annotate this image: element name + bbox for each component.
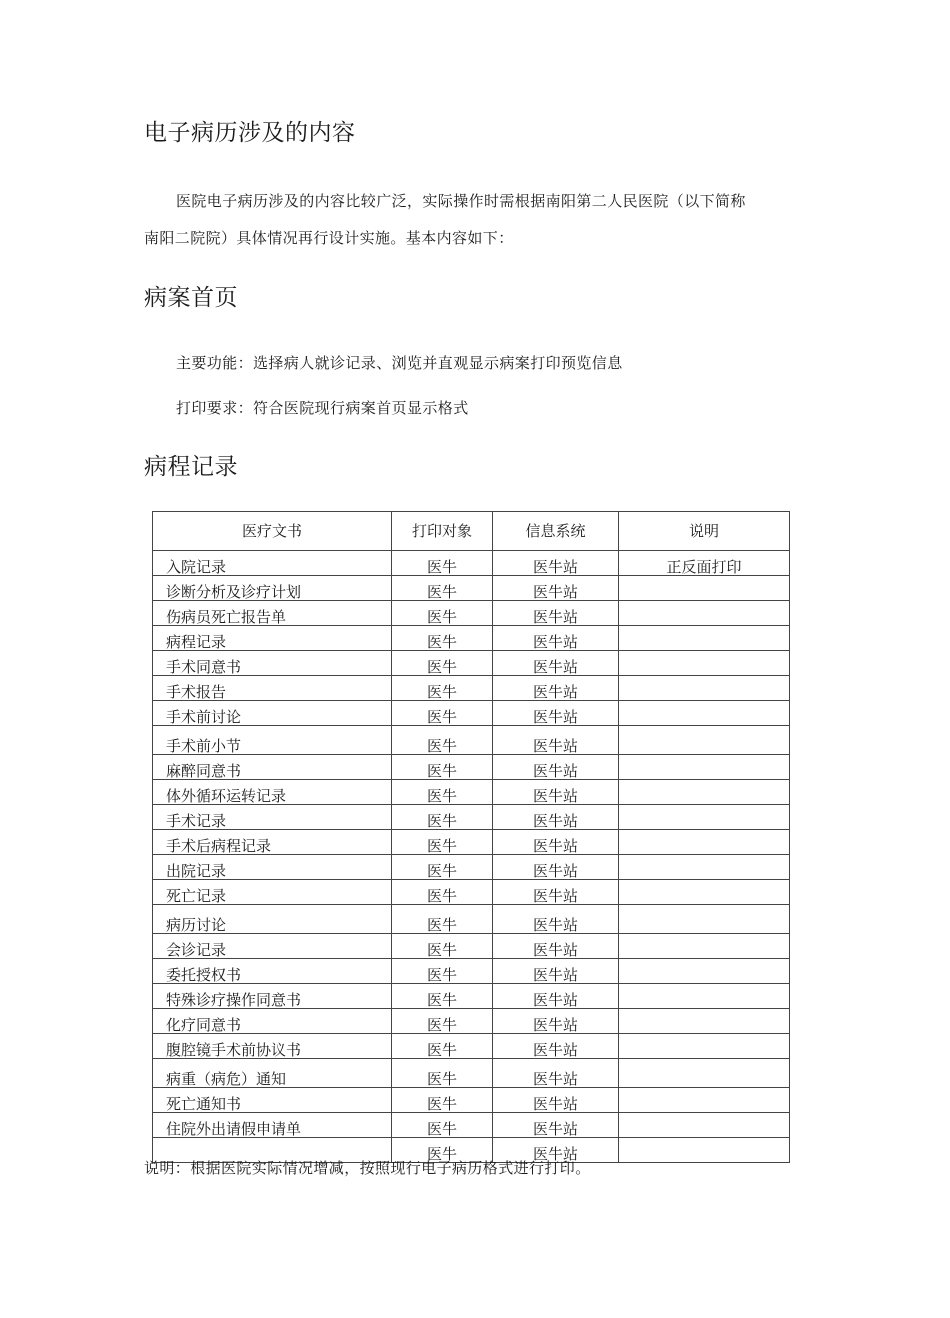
table-row (153, 651, 790, 676)
print-target-cell: 医牛 (392, 780, 493, 805)
document-name-cell: 特殊诊疗操作同意书 (153, 984, 392, 1009)
front-page-print-requirement: 打印要求：符合医院现行病案首页显示格式 (176, 399, 469, 417)
table-row (153, 880, 790, 905)
note-cell (619, 959, 790, 984)
print-target-cell: 医牛 (392, 855, 493, 880)
column-header-info-system: 信息系统 (493, 512, 619, 551)
info-system-cell: 医牛站 (493, 905, 619, 934)
document-name-cell: 病程记录 (153, 626, 392, 651)
document-name-cell: 手术前小节 (153, 726, 392, 755)
table-row (153, 755, 790, 780)
column-header-document: 医疗文书 (153, 512, 392, 551)
info-system-cell: 医牛站 (493, 726, 619, 755)
note-cell (619, 576, 790, 601)
info-system-cell: 医牛站 (493, 959, 619, 984)
intro-paragraph-line-2: 南阳二院院）具体情况再行设计实施。基本内容如下： (144, 229, 514, 247)
note-cell (619, 726, 790, 755)
note-cell (619, 905, 790, 934)
note-cell (619, 651, 790, 676)
print-target-cell: 医牛 (392, 1009, 493, 1034)
info-system-cell: 医牛站 (493, 1113, 619, 1138)
table-row (153, 576, 790, 601)
info-system-cell: 医牛站 (493, 676, 619, 701)
document-name-cell: 伤病员死亡报告单 (153, 601, 392, 626)
document-name-cell: 死亡记录 (153, 880, 392, 905)
info-system-cell: 医牛站 (493, 855, 619, 880)
document-name-cell: 入院记录 (153, 551, 392, 576)
table-row (153, 934, 790, 959)
info-system-cell: 医牛站 (493, 1138, 619, 1163)
document-name-cell: 手术记录 (153, 805, 392, 830)
document-name-cell: 诊断分析及诊疗计划 (153, 576, 392, 601)
info-system-cell: 医牛站 (493, 934, 619, 959)
table-row (153, 830, 790, 855)
document-name-cell: 手术报告 (153, 676, 392, 701)
info-system-cell: 医牛站 (493, 1009, 619, 1034)
note-cell (619, 934, 790, 959)
document-name-cell: 出院记录 (153, 855, 392, 880)
table-row (153, 676, 790, 701)
note-cell (619, 1009, 790, 1034)
print-target-cell: 医牛 (392, 959, 493, 984)
note-cell (619, 1113, 790, 1138)
info-system-cell: 医牛站 (493, 1059, 619, 1088)
info-system-cell: 医牛站 (493, 755, 619, 780)
medical-documents-table (152, 511, 790, 1163)
document-name-cell: 委托授权书 (153, 959, 392, 984)
info-system-cell: 医牛站 (493, 551, 619, 576)
print-target-cell: 医牛 (392, 934, 493, 959)
note-cell (619, 780, 790, 805)
info-system-cell: 医牛站 (493, 780, 619, 805)
print-target-cell: 医牛 (392, 830, 493, 855)
note-cell (619, 984, 790, 1009)
document-name-cell: 化疗同意书 (153, 1009, 392, 1034)
print-target-cell: 医牛 (392, 551, 493, 576)
info-system-cell: 医牛站 (493, 805, 619, 830)
document-name-cell: 麻醉同意书 (153, 755, 392, 780)
column-header-print-target: 打印对象 (392, 512, 493, 551)
table-row (153, 855, 790, 880)
document-name-cell: 病历讨论 (153, 905, 392, 934)
note-cell (619, 676, 790, 701)
note-cell (619, 626, 790, 651)
column-header-note: 说明 (619, 512, 790, 551)
print-target-cell: 医牛 (392, 1138, 493, 1163)
document-name-cell: 手术同意书 (153, 651, 392, 676)
info-system-cell: 医牛站 (493, 1088, 619, 1113)
print-target-cell: 医牛 (392, 701, 493, 726)
intro-paragraph-line-1: 医院电子病历涉及的内容比较广泛，实际操作时需根据南阳第二人民医院（以下简称 (176, 192, 746, 210)
section-heading-emr-content: 电子病历涉及的内容 (144, 120, 356, 146)
print-target-cell: 医牛 (392, 626, 493, 651)
note-cell (619, 805, 790, 830)
table-row (153, 726, 790, 755)
section-heading-course-records: 病程记录 (144, 454, 238, 480)
document-name-cell: 病重（病危）通知 (153, 1059, 392, 1088)
table-row (153, 1034, 790, 1059)
document-name-cell: 体外循环运转记录 (153, 780, 392, 805)
table-row (153, 626, 790, 651)
info-system-cell: 医牛站 (493, 626, 619, 651)
document-name-cell: 手术前讨论 (153, 701, 392, 726)
note-cell (619, 601, 790, 626)
table-footnote: 说明：根据医院实际情况增减，按照现行电子病历格式进行打印。 (144, 1159, 591, 1177)
document-name-cell: 住院外出请假申请单 (153, 1113, 392, 1138)
note-cell (619, 1059, 790, 1088)
section-heading-front-page: 病案首页 (144, 285, 238, 311)
table-row (153, 959, 790, 984)
note-cell (619, 755, 790, 780)
document-name-cell: 腹腔镜手术前协议书 (153, 1034, 392, 1059)
print-target-cell: 医牛 (392, 676, 493, 701)
info-system-cell: 医牛站 (493, 984, 619, 1009)
table-row (153, 1009, 790, 1034)
table-body (153, 551, 790, 1163)
table-row (153, 601, 790, 626)
print-target-cell: 医牛 (392, 1059, 493, 1088)
note-cell (619, 830, 790, 855)
document-name-cell: 会诊记录 (153, 934, 392, 959)
note-cell (619, 1088, 790, 1113)
note-cell (619, 880, 790, 905)
print-target-cell: 医牛 (392, 1034, 493, 1059)
note-cell (619, 701, 790, 726)
table-row (153, 984, 790, 1009)
document-name-cell: 死亡通知书 (153, 1088, 392, 1113)
front-page-function: 主要功能：选择病人就诊记录、浏览并直观显示病案打印预览信息 (176, 354, 623, 372)
table-row (153, 780, 790, 805)
table-row (153, 1113, 790, 1138)
print-target-cell: 医牛 (392, 905, 493, 934)
table-row (153, 905, 790, 934)
note-cell (619, 1138, 790, 1163)
print-target-cell: 医牛 (392, 726, 493, 755)
note-cell (619, 855, 790, 880)
note-cell (619, 1034, 790, 1059)
print-target-cell: 医牛 (392, 601, 493, 626)
table-row (153, 1059, 790, 1088)
info-system-cell: 医牛站 (493, 701, 619, 726)
print-target-cell: 医牛 (392, 576, 493, 601)
print-target-cell: 医牛 (392, 880, 493, 905)
info-system-cell: 医牛站 (493, 1034, 619, 1059)
info-system-cell: 医牛站 (493, 880, 619, 905)
print-target-cell: 医牛 (392, 1088, 493, 1113)
table-header-row (153, 512, 790, 551)
print-target-cell: 医牛 (392, 1113, 493, 1138)
print-target-cell: 医牛 (392, 755, 493, 780)
table-row (153, 701, 790, 726)
info-system-cell: 医牛站 (493, 830, 619, 855)
print-target-cell: 医牛 (392, 651, 493, 676)
table-row (153, 805, 790, 830)
info-system-cell: 医牛站 (493, 601, 619, 626)
info-system-cell: 医牛站 (493, 576, 619, 601)
info-system-cell: 医牛站 (493, 651, 619, 676)
print-target-cell: 医牛 (392, 805, 493, 830)
print-target-cell: 医牛 (392, 984, 493, 1009)
table-row (153, 551, 790, 576)
note-cell: 正反面打印 (619, 551, 790, 576)
document-name-cell: 手术后病程记录 (153, 830, 392, 855)
table-row (153, 1088, 790, 1113)
